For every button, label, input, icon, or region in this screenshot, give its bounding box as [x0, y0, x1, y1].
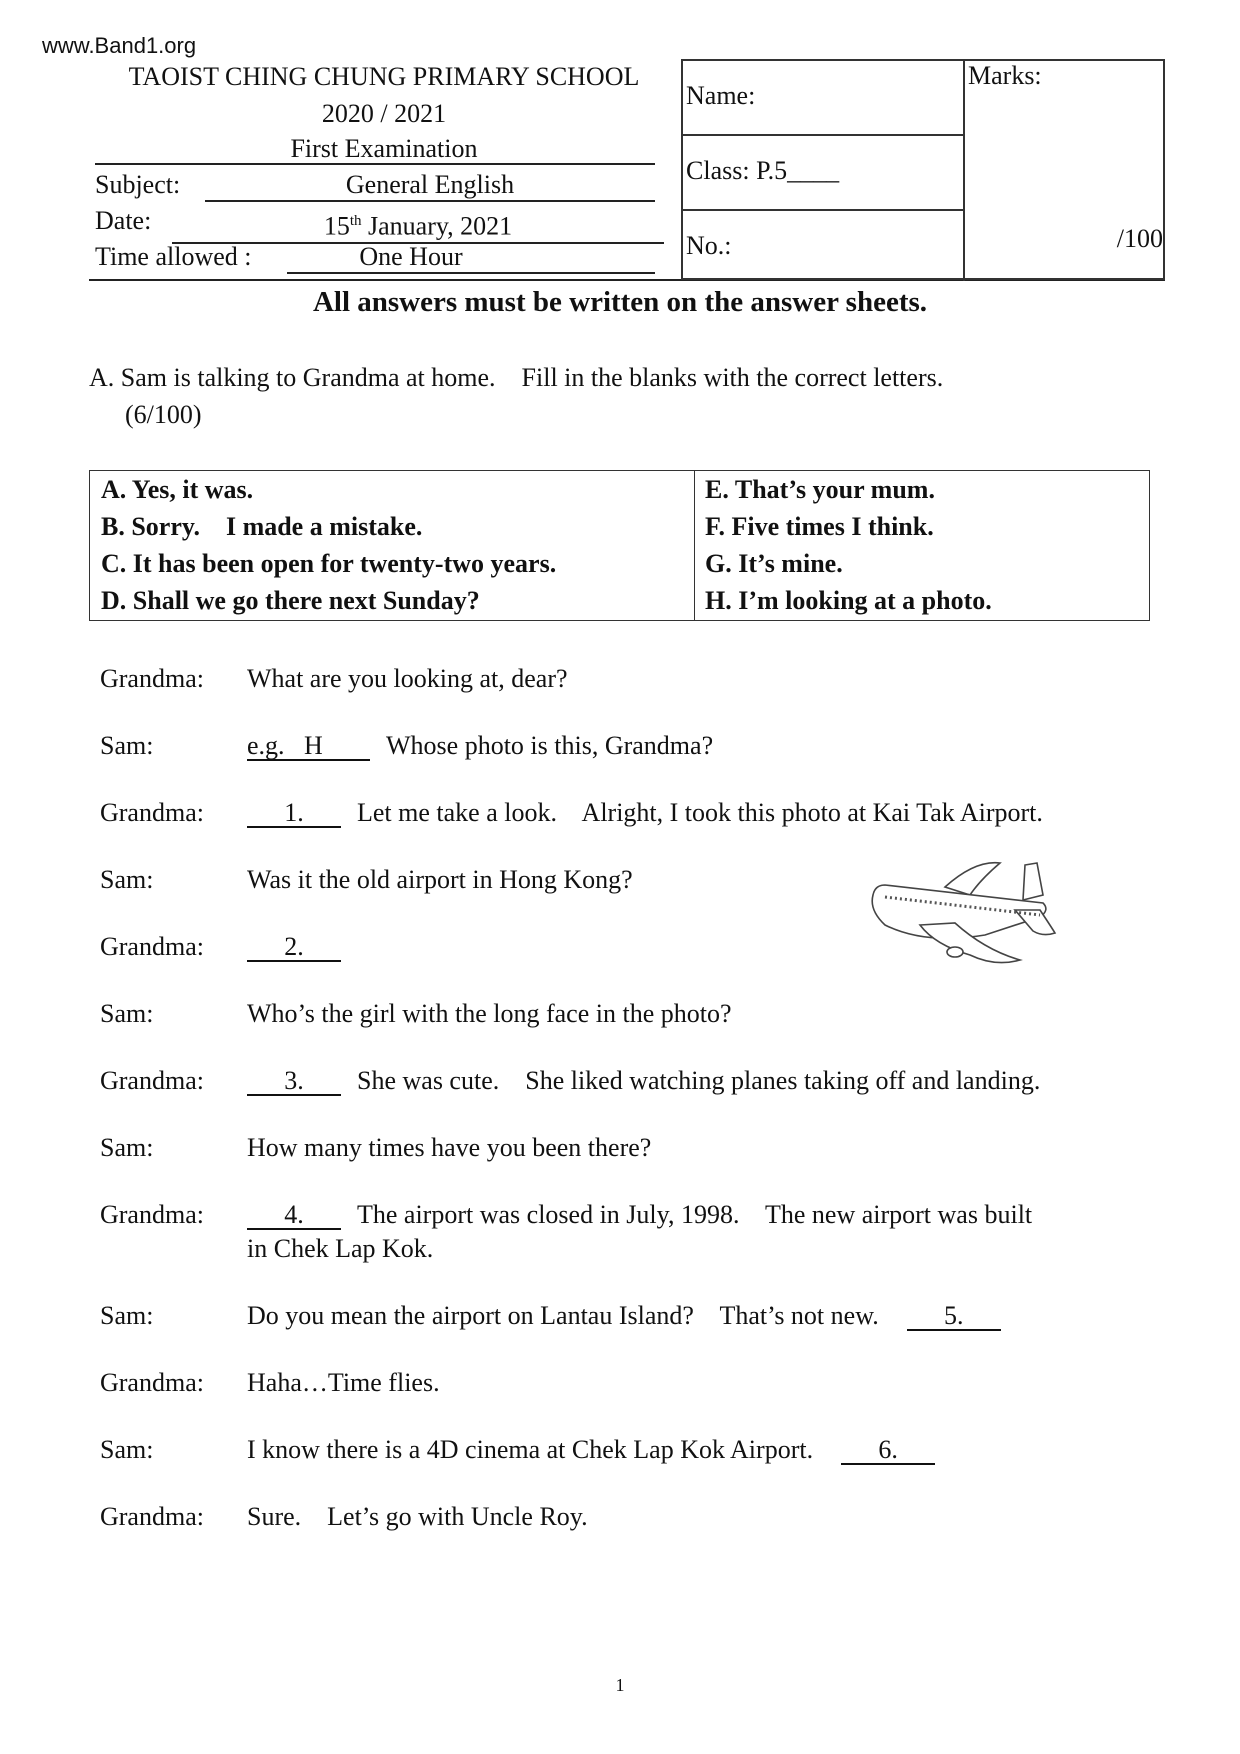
subject-value: General English: [205, 170, 655, 202]
dialogue-text-continued: in Chek Lap Kok.: [247, 1234, 434, 1263]
number-label: No.:: [686, 231, 732, 260]
date-label: Date:: [95, 206, 152, 235]
dialogue-text: Let me take a look. Alright, I took this photo at Kai Tak Airport.: [357, 798, 1043, 827]
option-b: B. Sorry. I made a mistake.: [101, 512, 423, 541]
date-day: 15: [323, 211, 350, 241]
time-text: One Hour: [359, 242, 463, 271]
date-sup: th: [349, 213, 362, 229]
option-d: D. Shall we go there next Sunday?: [101, 586, 480, 615]
section-a-title: A. Sam is talking to Grandma at home. Fill in the blanks with the correct letters.: [89, 363, 944, 392]
dialogue-line: [247, 932, 357, 962]
answer-blank[interactable]: 5.: [907, 1303, 1001, 1331]
answer-blank[interactable]: 1.: [247, 800, 341, 828]
date-rest: January, 2021: [361, 211, 513, 241]
dialogue-line: [247, 1502, 588, 1532]
time-label: Time allowed :: [95, 242, 252, 271]
answer-blank[interactable]: 4.: [247, 1202, 341, 1230]
class-label: Class: P.5____: [686, 156, 840, 185]
speaker-label: Grandma:: [100, 1200, 204, 1229]
dialogue-text: I know there is a 4D cinema at Chek Lap Kok Airport.: [247, 1435, 814, 1464]
table-divider: [694, 471, 695, 620]
dialogue-line: [247, 999, 732, 1029]
school-year: 2020 / 2021: [321, 99, 447, 128]
speaker-label: Grandma:: [100, 1502, 204, 1531]
airplane-illustration: [865, 855, 1065, 965]
speaker-label: Grandma:: [100, 798, 204, 827]
date-value: [172, 206, 664, 244]
dialogue-line: [247, 1368, 440, 1398]
dialogue-text: What are you looking at, dear?: [247, 664, 568, 693]
instruction: All answers must be written on the answer sheets.: [312, 286, 928, 318]
dialogue-line: [247, 1066, 1040, 1096]
school-name: TAOIST CHING CHUNG PRIMARY SCHOOL: [128, 62, 640, 91]
watermark: www.Band1.org: [42, 33, 197, 58]
dialogue-line: [247, 865, 633, 895]
speaker-label: Sam:: [100, 1435, 154, 1464]
dialogue-text: Was it the old airport in Hong Kong?: [247, 865, 633, 894]
speaker-label: Sam:: [100, 865, 154, 894]
speaker-label: Grandma:: [100, 1368, 204, 1397]
option-c: C. It has been open for twenty-two years.: [101, 549, 557, 578]
dialogue-text: Sure. Let’s go with Uncle Roy.: [247, 1502, 588, 1531]
dialogue-text: Whose photo is this, Grandma?: [386, 731, 714, 760]
dialogue-line: [247, 731, 713, 761]
marks-label: Marks:: [968, 61, 1042, 90]
dialogue-line: [247, 1133, 651, 1163]
answer-blank[interactable]: e.g. H: [247, 733, 370, 761]
student-info-box: [681, 59, 1165, 280]
option-g: G. It’s mine.: [705, 549, 843, 578]
dialogue-text: Who’s the girl with the long face in the photo?: [247, 999, 732, 1028]
options-table: [89, 470, 1150, 621]
exam-name: First Examination: [290, 134, 478, 163]
marks-field: [965, 61, 1165, 279]
speaker-label: Grandma:: [100, 664, 204, 693]
answer-blank[interactable]: 2.: [247, 934, 341, 962]
dialogue-text: The airport was closed in July, 1998. The new airport was built: [357, 1200, 1033, 1229]
option-f: F. Five times I think.: [705, 512, 934, 541]
dialogue-text: Do you mean the airport on Lantau Island? That’s not new.: [247, 1301, 879, 1330]
option-a: A. Yes, it was.: [101, 475, 254, 504]
name-field[interactable]: [683, 61, 965, 136]
subject-label: Subject:: [95, 170, 181, 199]
speaker-label: Sam:: [100, 731, 154, 760]
page-number: 1: [615, 1675, 625, 1695]
dialogue-line: [247, 1200, 1032, 1230]
dialogue-text: Haha…Time flies.: [247, 1368, 440, 1397]
divider: [95, 163, 655, 165]
speaker-label: Grandma:: [100, 932, 204, 961]
section-a-marks: (6/100): [125, 400, 202, 429]
time-value: [287, 242, 655, 274]
name-label: Name:: [686, 81, 756, 110]
number-field[interactable]: [683, 211, 965, 281]
dialogue-line: [247, 1435, 935, 1465]
speaker-label: Sam:: [100, 1301, 154, 1330]
answer-blank[interactable]: 3.: [247, 1068, 341, 1096]
speaker-label: Sam:: [100, 999, 154, 1028]
dialogue-line: [247, 664, 568, 694]
speaker-label: Grandma:: [100, 1066, 204, 1095]
dialogue-line: [247, 798, 1043, 828]
dialogue-line: [247, 1301, 1001, 1331]
dialogue-text: She was cute. She liked watching planes taking off and landing.: [357, 1066, 1041, 1095]
dialogue-text: How many times have you been there?: [247, 1133, 652, 1162]
class-field[interactable]: [683, 136, 965, 211]
option-e: E. That’s your mum.: [705, 475, 935, 504]
option-h: H. I’m looking at a photo.: [705, 586, 992, 615]
marks-total: /100: [1116, 224, 1163, 253]
answer-blank[interactable]: 6.: [841, 1437, 935, 1465]
speaker-label: Sam:: [100, 1133, 154, 1162]
